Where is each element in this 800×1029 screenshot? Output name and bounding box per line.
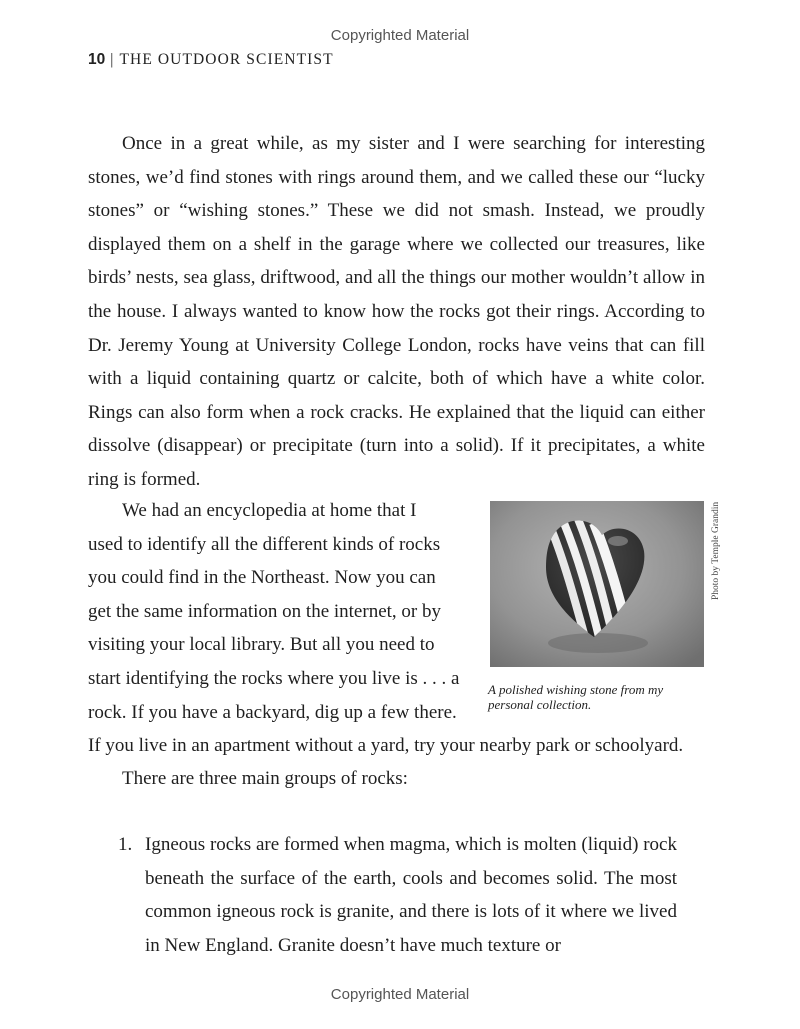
paragraph-line: visiting your local library. But all you need to	[88, 634, 435, 656]
paragraph-line: get the same information on the internet, or by	[88, 600, 441, 622]
book-title: THE OUTDOOR SCIENTIST	[119, 51, 334, 68]
paragraph-line: rock. If you have a backyard, dig up a few there.	[88, 701, 457, 723]
list-item-number: 1.	[118, 834, 133, 855]
running-head-separator: |	[110, 51, 115, 68]
paragraph-rock-groups: There are three main groups of rocks:	[122, 768, 408, 789]
paragraph-line: We had an encyclopedia at home that I	[122, 500, 417, 521]
rock-groups-list	[88, 828, 705, 962]
photo-credit: Photo by Temple Grandin	[711, 501, 721, 600]
wishing-stone-image	[490, 501, 704, 667]
list-item	[88, 828, 705, 962]
paragraph-line: you could find in the Northeast. Now you can	[88, 567, 436, 589]
list-item-text: Igneous rocks are formed when magma, which is molten (liquid) rock beneath the surface of the earth, cools and becomes solid. The most common igneous rock is granite, and there is lots of it where we lived in New England. Granite doesn’t have much texture or	[145, 834, 677, 956]
paragraph-line: start identifying the rocks where you live is . . . a	[88, 667, 460, 689]
running-head	[88, 51, 334, 69]
paragraph-line: used to identify all the different kinds of rocks	[88, 533, 441, 555]
paragraph-lucky-stones: Once in a great while, as my sister and I were searching for interesting stones, we’d find stones with rings around them, and we called these our “lucky stones” or “wishing stones.” These we did not smash. Instead, we proudly displayed them on a shelf in the garage where we collected our treasures, like birds’ nests, sea glass, driftwood, and all the things our mother wouldn’t allow in the house. I always wanted to know how the rocks got their rings. According to Dr. Jeremy Young at University College London, rocks have veins that can fill with a liquid containing quartz or calcite, both of which have a white color. Rings can also form when a rock cracks. He explained that the liquid can either dissolve (disappear) or precipitate (turn into a solid). If it precipitates, a white ring is formed.	[88, 133, 705, 490]
figure-caption: A polished wishing stone from my personal collection.	[488, 682, 664, 712]
copyright-watermark-top: Copyrighted Material	[330, 27, 470, 44]
page-number: 10	[88, 51, 106, 68]
wishing-stone-photo	[490, 501, 704, 667]
copyright-watermark-bottom: Copyrighted Material	[330, 986, 470, 1003]
paragraph-line: If you live in an apartment without a yard, try your nearby park or schoolyard.	[88, 735, 684, 757]
